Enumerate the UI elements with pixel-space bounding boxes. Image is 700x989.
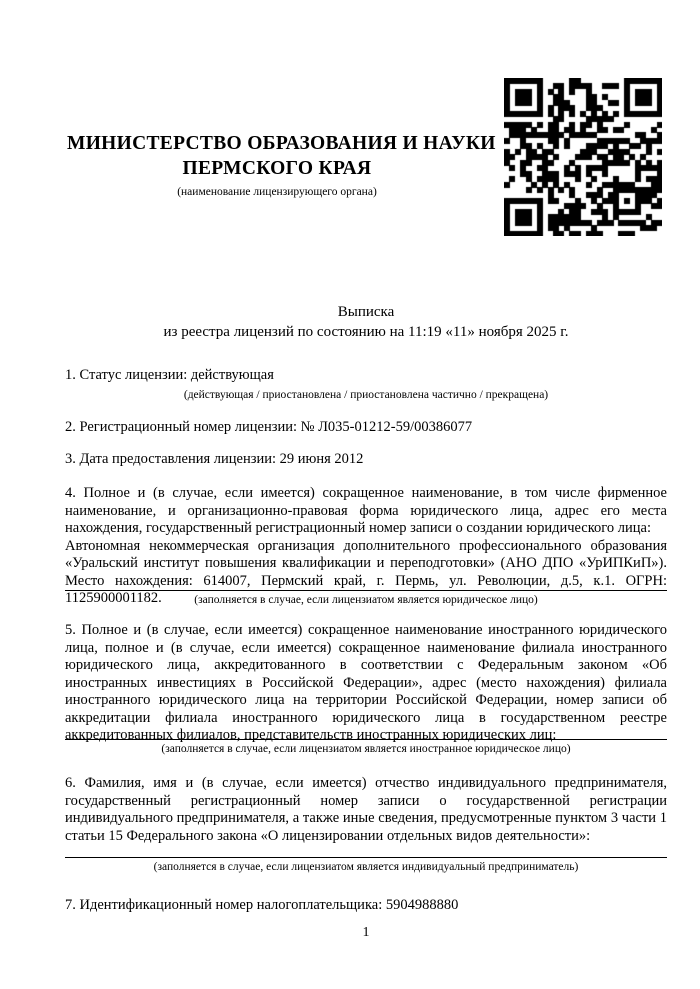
- section-license-status: 1. Статус лицензии: действующая: [65, 367, 274, 383]
- document-title: [65, 302, 667, 342]
- individual-entrepreneur-note: (заполняется в случае, если лицензиатом является индивидуальный предприниматель): [65, 857, 667, 874]
- legal-entity-label: 4. Полное и (в случае, если имеется) сокращенное наименование, в том числе фирменное наименование, и организационно-правовая форма юридического лица, адрес его места нахождения, государственный регистрационный номер записи о создании юридического лица:: [65, 485, 667, 536]
- authority-caption: (наименование лицензирующего органа): [177, 186, 377, 198]
- document-title-line2: из реестра лицензий по состоянию на 11:19 «11» ноября 2025 г.: [163, 324, 569, 340]
- document-title-line1: Выписка: [337, 304, 395, 320]
- qr-code-canvas: [504, 78, 662, 236]
- legal-entity-note: (заполняется в случае, если лицензиатом является юридическое лицо): [65, 590, 667, 607]
- foreign-entity-note: (заполняется в случае, если лицензиатом является иностранное юридическое лицо): [65, 739, 667, 756]
- page-number: 1: [362, 925, 370, 940]
- section-taxpayer-id: 7. Идентификационный номер налогоплательщика: 5904988880: [65, 897, 459, 913]
- section-individual-entrepreneur: 6. Фамилия, имя и (в случае, если имеется) отчество индивидуального предпринимателя, государственный регистрационный номер записи о государственной регистрации индивидуального предпринимателя, а также иные сведения, предусмотренные пунктом 3 части 1 статьи 15 Федерального закона «О лицензировании отдельных видов деятельности»:: [65, 775, 667, 844]
- section-foreign-entity: 5. Полное и (в случае, если имеется) сокращенное наименование иностранного юридического лица, полное и (в случае, если имеется) сокращенное наименование филиала иностранного юридического лица, аккредитованного в соответствии с Федеральным законом «Об иностранных инвестициях в Российской Федерации», адрес (место нахождения) филиала иностранного юридического лица на территории Российской Федерации, номер записи об аккредитации филиала иностранного юридического лица в государственном реестре аккредитованных филиалов, представительств иностранных юридических лиц:: [65, 622, 667, 743]
- authority-name-line2: ПЕРМСКОГО КРАЯ: [182, 158, 372, 179]
- qr-code-icon: [504, 78, 662, 236]
- section-license-status-note: (действующая / приостановлена / приостановлена частично / прекращена): [183, 389, 549, 401]
- authority-name-line1: МИНИСТЕРСТВО ОБРАЗОВАНИЯ И НАУКИ: [67, 133, 496, 154]
- licensing-authority-header: [67, 131, 496, 199]
- section-registration-number: 2. Регистрационный номер лицензии: № Л035-01212-59/00386077: [65, 419, 473, 435]
- legal-entity-value: Автономная некоммерческая организация дополнительного профессионального образования «Уральский институт повышения квалификации и переподготовки» (АНО ДПО «УрИПКиП»). Место нахождения: 614007, Пермский край, г. Пермь, ул. Революции, д.5, к.1. ОГРН: 1125900001182.: [65, 537, 667, 606]
- section-grant-date: 3. Дата предоставления лицензии: 29 июня 2012: [65, 451, 364, 467]
